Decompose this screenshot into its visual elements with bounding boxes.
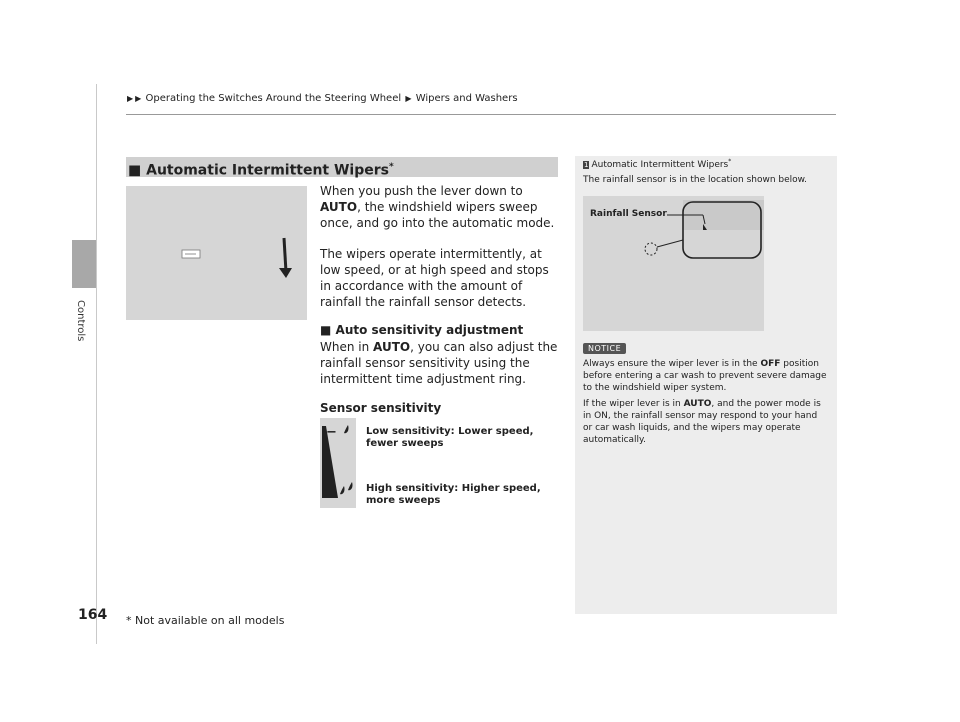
- sensitivity-heading: Sensor sensitivity: [320, 401, 442, 415]
- notice-car-wash: Always ensure the wiper lever is in the OFF position before entering a car wash to prevent severe damage to the windshield wiper system.: [583, 359, 827, 393]
- footnote: * Not available on all models: [126, 614, 285, 627]
- breadcrumb-arrow-icon: ▶: [405, 94, 412, 103]
- section-title: Automatic Intermittent Wipers: [146, 162, 389, 179]
- sensitivity-high-label: High sensitivity: Higher speed, more sweeps: [366, 483, 541, 506]
- note-marker-icon: 1: [584, 161, 589, 169]
- side-divider: [96, 84, 97, 644]
- page-number: 164: [78, 607, 108, 623]
- paragraph-operation: The wipers operate intermittently, at low speed, or at high speed and stops in accordance with the amount of rainfall the rainfall sensor detects.: [320, 247, 549, 309]
- note-title: 1 Automatic Intermittent Wipers*: [584, 158, 732, 170]
- minus-label: −: [326, 425, 337, 440]
- breadcrumb: [126, 93, 518, 104]
- section-marker: ■: [128, 162, 142, 179]
- section-header: [126, 157, 558, 177]
- breadcrumb-item[interactable]: Wipers and Washers: [415, 93, 518, 104]
- paragraph-sensitivity: When in AUTO, you can also adjust the rainfall sensor sensitivity using the intermittent time adjustment ring.: [320, 340, 558, 386]
- breadcrumb-item[interactable]: Operating the Switches Around the Steering Wheel: [145, 93, 402, 104]
- raindrop-icon: [344, 425, 349, 433]
- raindrop-icon: [340, 486, 345, 494]
- sensitivity-low-label: Low sensitivity: Lower speed, fewer sweeps: [366, 426, 534, 449]
- arrow-down-icon: [279, 268, 292, 278]
- plus-label: +: [322, 487, 333, 502]
- wiper-lever-illustration: [126, 186, 307, 320]
- paragraph-auto-mode: When you push the lever down to AUTO, the windshield wipers sweep once, and go into the automatic mode.: [320, 184, 555, 230]
- chapter-tab: [72, 240, 96, 288]
- wiper-lever-figure: [126, 186, 307, 320]
- chapter-label: Controls: [75, 300, 86, 342]
- notice-badge: NOTICE: [583, 343, 626, 354]
- rainfall-sensor-label: Rainfall Sensor: [590, 209, 667, 219]
- raindrop-icon: [348, 482, 353, 490]
- note-intro: The rainfall sensor is in the location shown below.: [583, 175, 808, 185]
- subsection-heading: ■ Auto sensitivity adjustment: [320, 323, 524, 337]
- notice-auto-mode: If the wiper lever is in AUTO, and the power mode is in ON, the rainfall sensor may respond to your hand or car wash liquids, and the wipers may operate automatically.: [583, 399, 821, 445]
- breadcrumb-arrow-icon: ▶: [135, 94, 142, 103]
- sensitivity-illustration: [320, 418, 356, 508]
- breadcrumb-arrow-icon: ▶: [127, 94, 134, 103]
- header-rule: [126, 114, 836, 115]
- section-footnote-star: *: [388, 162, 394, 172]
- sensitivity-figure: [320, 418, 356, 508]
